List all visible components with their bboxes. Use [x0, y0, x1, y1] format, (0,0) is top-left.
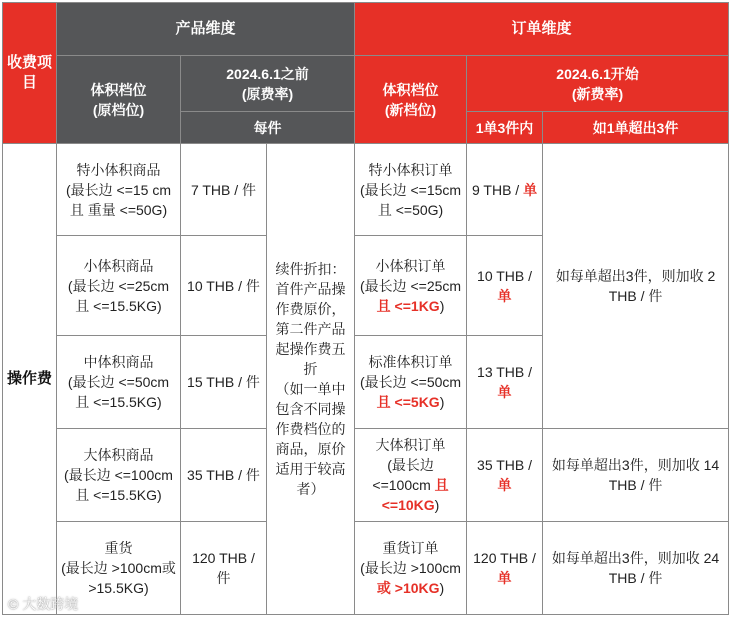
header-product-dimension: 产品维度	[57, 3, 355, 56]
new-rate-unit: 单	[497, 384, 512, 400]
order-tier	[355, 236, 467, 336]
product-tier: 大体积商品 (最长边 <=100cm 且 <=15.5KG)	[57, 429, 181, 522]
order-tier-text: 小体积订单 (最长边 <=25cm	[359, 257, 462, 294]
new-rate-amount: 10 THB /	[477, 267, 533, 284]
order-tier-close: )	[439, 297, 445, 314]
over3-surcharge: 如每单超出3件，则加收 14 THB / 件	[543, 429, 729, 522]
product-tier: 中体积商品 (最长边 <=50cm 且 <=15.5KG)	[57, 336, 181, 429]
old-rate: 35 THB / 件	[181, 429, 267, 522]
order-tier-text: 大体积订单 (最长边 <=100cm	[372, 437, 446, 493]
new-rate	[467, 522, 543, 615]
header-volume-tier-old: 体积档位 (原档位)	[57, 56, 181, 144]
order-tier-text: 标准体积订单 (最长边 <=50cm	[359, 354, 462, 390]
header-volume-tier-new: 体积档位 (新档位)	[355, 56, 467, 144]
header-per-item: 每件	[181, 112, 355, 144]
order-tier-close: )	[434, 497, 440, 513]
over3-surcharge: 如每单超出3件，则加收 2 THB / 件	[543, 144, 729, 429]
header-within-3: 1单3件内	[467, 112, 543, 144]
over3-surcharge: 如每单超出3件，则加收 24 THB / 件	[543, 522, 729, 615]
new-rate	[467, 144, 543, 236]
order-tier	[355, 336, 467, 429]
old-rate: 120 THB / 件	[181, 522, 267, 615]
new-rate	[467, 336, 543, 429]
continuation-discount: 续件折扣：首件产品操作费原价，第二件产品起操作费五折 （如一单中包含不同操作费档位的商品，原价适用于较高者）	[267, 144, 355, 615]
fee-type-label: 操作费	[3, 144, 57, 615]
new-rate-amount: 9 THB /	[471, 181, 524, 198]
header-before-date: 2024.6.1之前 (原费率)	[181, 56, 355, 112]
new-rate-unit: 单	[497, 570, 512, 586]
old-rate: 15 THB / 件	[181, 336, 267, 429]
new-rate-amount: 120 THB /	[473, 550, 536, 566]
old-rate: 7 THB / 件	[181, 144, 267, 236]
header-over-3: 如1单超出3件	[543, 112, 729, 144]
header-order-dimension: 订单维度	[355, 3, 729, 56]
watermark-icon: ©	[8, 596, 19, 612]
header-from-date: 2024.6.1开始 (新费率)	[467, 56, 729, 112]
order-tier-close: )	[439, 394, 445, 410]
old-rate: 10 THB / 件	[181, 236, 267, 336]
header-fee-item: 收费项目	[3, 3, 57, 144]
order-tier-text: 特小体积订单 (最长边 <=15cm 且 <=50G)	[359, 161, 462, 218]
order-tier-weight: 或 >10KG	[376, 580, 440, 596]
fee-table	[2, 2, 729, 615]
new-rate-amount: 13 THB /	[477, 364, 533, 380]
order-tier-weight: 且 <=10KG	[381, 477, 449, 513]
order-tier	[355, 522, 467, 615]
new-rate-unit: 单	[523, 181, 538, 198]
order-tier-weight: 且 <=1KG	[376, 297, 440, 314]
order-tier-close: )	[439, 580, 445, 596]
order-tier-weight: 且 <=5KG	[376, 394, 440, 410]
new-rate-amount: 35 THB /	[477, 457, 533, 473]
new-rate	[467, 429, 543, 522]
product-tier: 重货 (最长边 >100cm或 >15.5KG)	[57, 522, 181, 615]
order-tier	[355, 429, 467, 522]
new-rate-unit: 单	[497, 477, 512, 493]
product-tier: 特小体积商品 (最长边 <=15 cm 且 重量 <=50G)	[57, 144, 181, 236]
order-tier	[355, 144, 467, 236]
order-tier-text: 重货订单 (最长边 >100cm	[360, 540, 461, 576]
product-tier: 小体积商品 (最长边 <=25cm 且 <=15.5KG)	[57, 236, 181, 336]
watermark	[8, 594, 78, 614]
new-rate	[467, 236, 543, 336]
watermark-text: 大数跨境	[22, 596, 79, 612]
new-rate-unit: 单	[497, 287, 512, 304]
